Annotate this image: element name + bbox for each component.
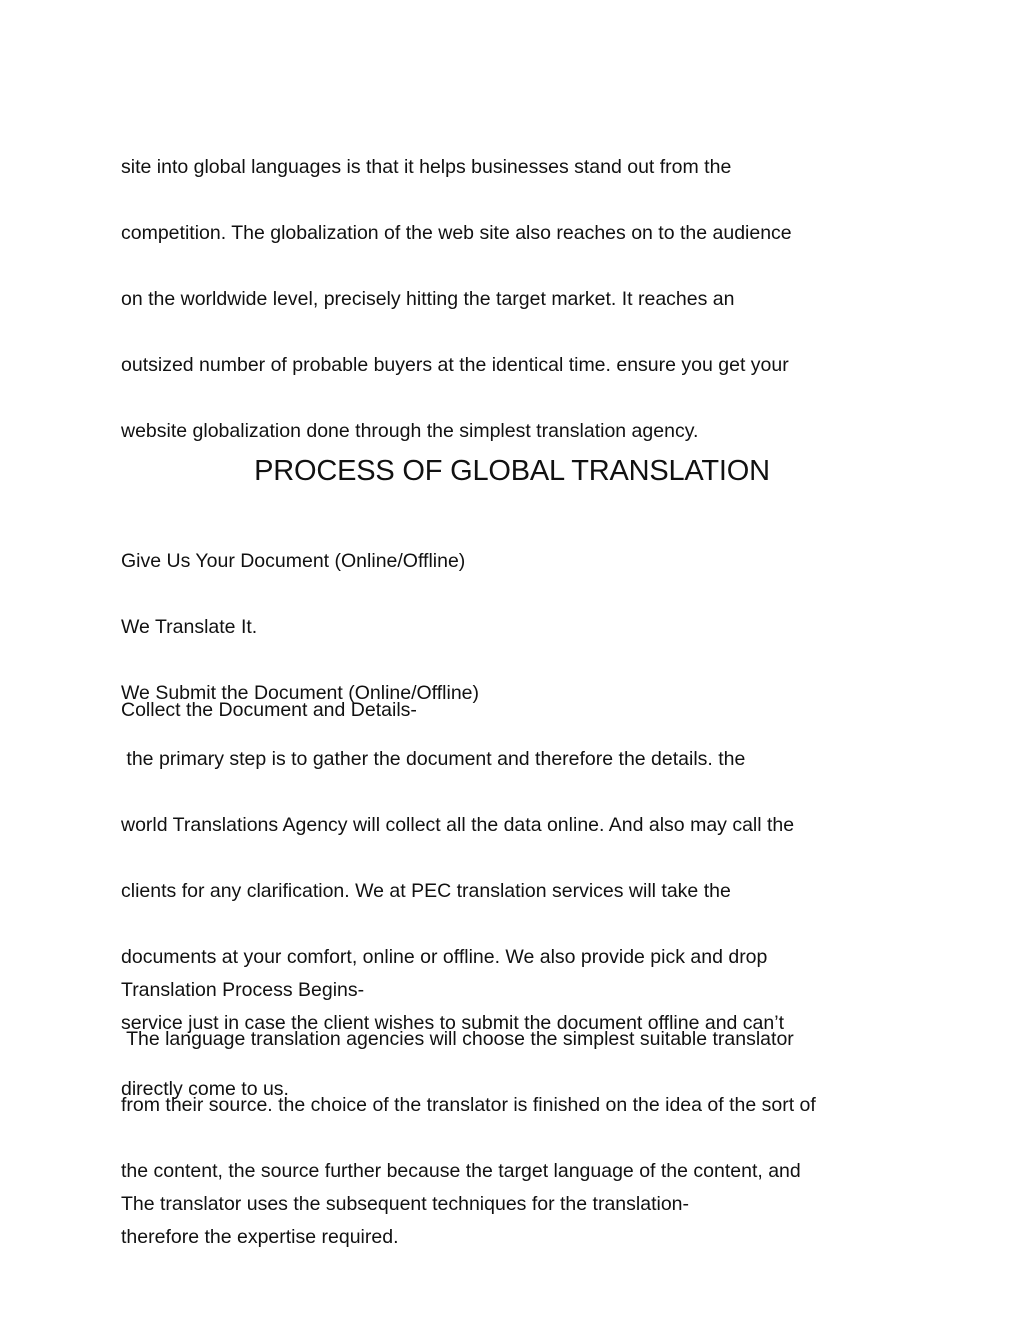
process-step: Give Us Your Document (Online/Offline)	[121, 550, 466, 572]
translation-heading-text: Translation Process Begins-	[121, 979, 365, 1001]
collect-line: directly come to us.	[121, 1078, 289, 1100]
intro-line: competition. The globalization of the web site also reaches on to the audience	[121, 222, 792, 244]
collect-line: clients for any clarification. We at PEC translation services will take the	[121, 880, 731, 902]
translation-line: therefore the expertise required.	[121, 1226, 399, 1248]
intro-line: on the worldwide level, precisely hitting the target market. It reaches an	[121, 288, 735, 310]
techniques-text: The translator uses the subsequent techniques for the translation-	[121, 1193, 690, 1215]
intro-line: site into global languages is that it helps businesses stand out from the	[121, 156, 732, 178]
intro-line: outsized number of probable buyers at the identical time. ensure you get your	[121, 354, 789, 376]
translation-line: The language translation agencies will choose the simplest suitable translator	[121, 1028, 794, 1050]
collect-line: service just in case the client wishes to submit the document offline and can’t	[121, 1012, 784, 1034]
collect-line: world Translations Agency will collect all the data online. And also may call the	[121, 814, 795, 836]
process-step: We Submit the Document (Online/Offline)	[121, 682, 480, 704]
translation-line: from their source. the choice of the translator is finished on the idea of the sort of	[121, 1094, 816, 1116]
collect-line: documents at your comfort, online or offline. We also provide pick and drop	[121, 946, 768, 968]
translation-line: the content, the source further because the target language of the content, and	[121, 1160, 801, 1182]
collect-line: the primary step is to gather the document and therefore the details. the	[121, 748, 746, 770]
collect-heading-text: Collect the Document and Details-	[121, 699, 417, 721]
techniques-line	[121, 1155, 911, 1254]
intro-paragraph	[121, 118, 911, 481]
intro-line: website globalization done through the simplest translation agency.	[121, 420, 699, 442]
process-step: We Translate It.	[121, 616, 258, 638]
section-heading: PROCESS OF GLOBAL TRANSLATION	[254, 455, 770, 487]
